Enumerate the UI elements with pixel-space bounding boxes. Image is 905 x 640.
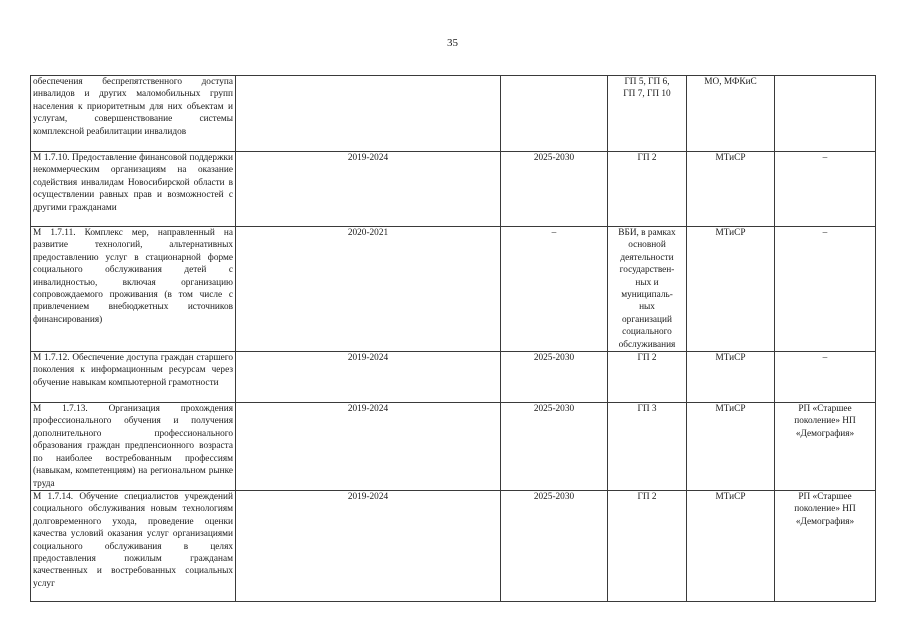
executor-cell: МТиСР [687, 152, 775, 227]
funding-source-cell [608, 76, 687, 152]
period-1-cell [236, 76, 501, 152]
project-cell: – [775, 352, 876, 403]
period-2-cell: 2025-2030 [501, 152, 608, 227]
funding-source-line: ГП 5, ГП 6, [624, 77, 670, 87]
table-row [31, 403, 876, 491]
measure-cell: М 1.7.12. Обеспечение доступа граждан старшего поколения к информационным ресурсам через обучение навыкам компьютерной грамотности [31, 352, 236, 403]
funding-source-line: ВБИ, в рамках [618, 228, 676, 238]
table-row [31, 227, 876, 352]
project-cell: РП «Старшее поколение» НП «Демография» [775, 490, 876, 601]
funding-source-cell [608, 152, 687, 227]
measure-cell: М 1.7.14. Обучение специалистов учреждений социального обслуживания новым технологиям долговременного ухода, проведение оценки качества условий оказания услуг организациями социального обслуживания в целях предоставления пожилым гражданам качественных и востребованных социальных услуг [31, 490, 236, 601]
funding-source-cell [608, 490, 687, 601]
period-2-cell [501, 76, 608, 152]
period-1-cell: 2019-2024 [236, 403, 501, 491]
executor-cell: МТиСР [687, 227, 775, 352]
period-2-cell: – [501, 227, 608, 352]
funding-source-line: ных и [635, 277, 659, 288]
funding-source-line: государствен- [619, 265, 675, 276]
period-1-cell: 2020-2021 [236, 227, 501, 352]
period-1-cell: 2019-2024 [236, 152, 501, 227]
funding-source-line: ГП 2 [637, 491, 657, 502]
project-cell [775, 76, 876, 152]
funding-source-line: основной [628, 240, 666, 251]
project-cell: РП «Старшее поколение» НП «Демография» [775, 403, 876, 491]
funding-source-line: деятельности [620, 252, 674, 263]
period-2-cell: 2025-2030 [501, 403, 608, 491]
project-cell: – [775, 152, 876, 227]
measures-table [30, 75, 876, 602]
measure-cell: обеспечения беспрепятственного доступа инвалидов и других маломобильных групп населения к приоритетным для них объектам и услугам, совершенствование системы комплексной реабилитации инвалидов [31, 76, 236, 152]
table-row [31, 152, 876, 227]
funding-source-line: организаций [622, 314, 672, 325]
executor-cell: МТиСР [687, 403, 775, 491]
table-row [31, 76, 876, 152]
funding-source-line: ГП 7, ГП 10 [623, 89, 671, 100]
funding-source-cell [608, 352, 687, 403]
project-cell: – [775, 227, 876, 352]
funding-source-line: ных [639, 302, 655, 313]
executor-cell: МТиСР [687, 352, 775, 403]
executor-cell: МО, МФКиС [687, 76, 775, 152]
funding-source-line: социального [622, 327, 672, 338]
table-row [31, 490, 876, 601]
period-1-cell: 2019-2024 [236, 490, 501, 601]
period-1-cell: 2019-2024 [236, 352, 501, 403]
funding-source-line: ГП 3 [637, 404, 657, 415]
measure-cell: М 1.7.13. Организация прохождения профессионального обучения и получения дополнительного профессионального образования граждан предпенсионного возраста по наиболее востребованным профессиям (навыкам, компетенциям) на региональном рынке труда [31, 403, 236, 491]
period-2-cell: 2025-2030 [501, 352, 608, 403]
funding-source-line: обслуживания [618, 339, 676, 350]
funding-source-cell [608, 227, 687, 352]
funding-source-line: муниципаль- [621, 290, 673, 301]
page-number: 35 [447, 37, 458, 49]
funding-source-cell [608, 403, 687, 491]
funding-source-line: ГП 2 [637, 153, 657, 163]
measure-cell: М 1.7.11. Комплекс мер, направленный на развитие технологий, альтернативных предоставлению услуг в стационарной форме социального обслуживания детей с инвалидностью, включая организацию сопровождаемого проживания (в том числе с привлечением внебюджетных источников финансирования) [31, 227, 236, 352]
period-2-cell: 2025-2030 [501, 490, 608, 601]
table-row [31, 352, 876, 403]
measure-cell: М 1.7.10. Предоставление финансовой поддержки некоммерческим организациям на оказание содействия инвалидам Новосибирской области в осуществлении равных прав и возможностей с другими гражданами [31, 152, 236, 227]
executor-cell: МТиСР [687, 490, 775, 601]
funding-source-line: ГП 2 [637, 353, 657, 364]
